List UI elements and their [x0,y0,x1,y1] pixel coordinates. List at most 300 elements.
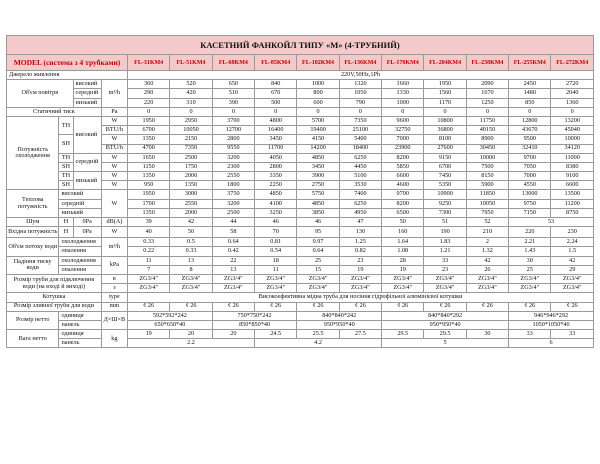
value-cell: 2.2 [128,339,255,348]
value-cell: 27600 [424,144,466,153]
value-cell: 3450 [255,135,297,144]
value-cell: 600 [297,98,339,107]
weight-label: Вага нетто [7,330,59,348]
value-cell: 23 [424,265,466,274]
value-cell: ZG3/4" [212,284,254,293]
value-cell: ZG3/4" [170,274,212,283]
value-cell: 1350 [128,208,170,217]
value-cell: 4850 [297,199,339,208]
value-cell: 1.5 [551,247,594,256]
value-cell: 6250 [339,153,381,162]
value-cell: 29.5 [382,330,424,339]
sheet-title: КАСЕТНИЙ ФАНКОЙЛ ТИПУ «M» (4-ТРУБНИЙ) [7,36,594,55]
value-cell: 6 [509,339,594,348]
table-row [7,116,594,125]
value-cell: 25.5 [297,330,339,339]
value-cell: 8150 [466,172,508,181]
value-cell: 11750 [466,116,508,125]
value-cell: ZG3/4" [424,274,466,283]
value-cell: ¢ 26 [509,302,551,311]
table-row [7,265,594,274]
model-name: FL-272KM4 [551,55,594,71]
cooling-unit: BTU/h [101,126,127,135]
value-cell: 1350 [128,135,170,144]
value-cell: 6500 [382,208,424,217]
value-cell: 0.81 [255,238,297,247]
value-cell: 2500 [212,208,254,217]
value-cell: 3250 [255,208,297,217]
table-row [7,55,594,71]
value-cell: 6600 [382,172,424,181]
value-cell: 11 [128,256,170,265]
value-cell: 1480 [509,89,551,98]
value-cell: 44 [212,218,254,227]
dimensions-label: Розмір нетто [7,311,59,329]
value-cell: 58 [212,227,254,238]
value-cell: 9600 [382,116,424,125]
value-cell: ZG3/4" [466,284,508,293]
table-row [7,153,594,162]
table-row [7,199,594,208]
static-pressure-label: Статичний тиск [7,107,102,116]
value-cell: 840 [255,80,297,89]
value-cell: 5700 [297,116,339,125]
value-cell: 10050 [466,199,508,208]
airflow-mode: високий [73,80,101,89]
coil-label: Котушка [7,293,102,302]
value-cell: 1660 [382,80,424,89]
value-cell: 10000 [551,135,594,144]
value-cell: 13000 [509,190,551,199]
table-row [7,302,594,311]
value-cell: 36800 [424,126,466,135]
cooling-unit: W [101,162,127,171]
value-cell: 592*592*242 [128,311,213,320]
value-cell: 42 [170,218,212,227]
table-row [7,227,594,238]
value-cell: ¢ 26 [128,302,170,311]
value-cell: 9550 [212,144,254,153]
cooling-mode: низький [73,172,101,190]
value-cell: 160 [382,227,424,238]
value-cell: 0 [339,107,381,116]
value-cell: 27.5 [339,330,381,339]
value-cell: 500 [255,98,297,107]
value-cell: 1560 [424,89,466,98]
value-cell: 4850 [297,153,339,162]
value-cell: 24.5 [255,330,297,339]
value-cell: 8 [170,265,212,274]
value-cell: 1.25 [339,238,381,247]
airflow-label: Об'єм повітря [7,80,74,108]
value-cell: ZG3/4" [339,274,381,283]
coil-value: Високоефективна мідна труба для носіння гідрофільної алюмінієвої котушки [128,293,594,302]
value-cell: 19400 [297,126,339,135]
value-cell: 45040 [551,126,594,135]
value-cell: 950 [128,181,170,190]
airflow-mode: низький [73,98,101,107]
value-cell: 2500 [170,153,212,162]
heating-unit: W [101,190,127,218]
value-cell: 800 [297,89,339,98]
value-cell: 11000 [551,153,594,162]
value-cell: 2720 [551,80,594,89]
weight-unit: kg [101,330,127,348]
static-pressure-unit: Pa [101,107,127,116]
cooling-type: TH [59,172,73,181]
value-cell: 1320 [339,80,381,89]
value-cell: 2250 [255,181,297,190]
coil-unit: type [101,293,127,302]
value-cell: 7450 [424,172,466,181]
value-cell: 4.2 [255,339,382,348]
value-cell: 1.32 [466,247,508,256]
table-row [7,238,594,247]
value-cell: 13500 [551,190,594,199]
value-cell: 18400 [339,144,381,153]
value-cell: 2 [466,238,508,247]
value-cell: 53 [509,218,594,227]
value-cell: 1050*1050*40 [509,320,594,329]
value-cell: 25 [509,265,551,274]
value-cell: ZG3/4" [509,274,551,283]
pressure-drop-unit: kPa [101,256,127,274]
table-row [7,107,594,116]
value-cell: 18 [255,256,297,265]
value-cell: ZG3/4" [509,284,551,293]
table-row [7,218,594,227]
value-cell: 1650 [128,153,170,162]
cooling-label: Потужність охолодження [7,116,59,190]
value-cell: 4450 [339,162,381,171]
value-cell: 520 [170,80,212,89]
value-cell: 1.21 [424,247,466,256]
model-name: FL-136KM4 [339,55,381,71]
value-cell: 50 [382,218,424,227]
table-row [7,320,594,329]
value-cell: ¢ 26 [170,302,212,311]
value-cell: 7350 [339,116,381,125]
model-name: FL-238KM4 [466,55,508,71]
value-cell: 29 [551,265,594,274]
value-cell: 0.82 [339,247,381,256]
value-cell: 6250 [339,199,381,208]
value-cell: ZG3/4" [128,284,170,293]
value-cell: 2.21 [509,238,551,247]
value-cell: 3200 [212,199,254,208]
table-row [7,256,594,265]
pressure-drop-mode: охолодження [59,256,101,265]
dimensions-part: панель [59,320,101,329]
value-cell: 14200 [297,144,339,153]
value-cell: 3350 [255,172,297,181]
value-cell: 0.5 [170,238,212,247]
value-cell: 5100 [339,172,381,181]
value-cell: 2800 [212,135,254,144]
value-cell: 0 [466,107,508,116]
cooling-unit: W [101,181,127,190]
water-flow-mode: охолодження [59,238,101,247]
value-cell: 0.64 [297,247,339,256]
cooling-unit: W [101,116,127,125]
dimensions-unit: Д×Ш×В [101,311,127,329]
table-row [7,172,594,181]
weight-part: панель [59,339,101,348]
airflow-unit: m³/h [101,80,127,108]
value-cell: 1950 [128,116,170,125]
value-cell: 0.54 [255,247,297,256]
cooling-type: TH [59,153,73,162]
value-cell: 10050 [170,126,212,135]
water-flow-unit: m³/h [101,238,127,256]
cooling-unit: BTU/h [101,144,127,153]
value-cell: 4800 [255,116,297,125]
value-cell: 1.08 [382,247,424,256]
value-cell: 360 [128,80,170,89]
model-name: FL-170KM4 [382,55,424,71]
value-cell: 9150 [424,153,466,162]
value-cell: 1350 [170,181,212,190]
value-cell: 32410 [509,144,551,153]
table-row [7,190,594,199]
drain-pipe-label: Розмір зливної труби для води [7,302,102,311]
value-cell: 1.43 [509,247,551,256]
value-cell: 0.64 [212,238,254,247]
value-cell: 7 [128,265,170,274]
value-cell: 7950 [466,208,508,217]
value-cell: 7000 [509,172,551,181]
heating-mode: високий [59,190,101,199]
value-cell: 19 [382,265,424,274]
value-cell: 2040 [551,89,594,98]
value-cell: 12800 [509,116,551,125]
value-cell: ¢ 26 [339,302,381,311]
value-cell: 20 [212,330,254,339]
value-cell: 650*650*40 [128,320,213,329]
model-name: FL-85KM4 [255,55,297,71]
cooling-unit: W [101,153,127,162]
airflow-mode: середній [73,89,101,98]
value-cell: 46 [297,218,339,227]
value-cell: 4550 [509,181,551,190]
value-cell: 6700 [128,126,170,135]
value-cell: 9700 [382,190,424,199]
table-row [7,36,594,55]
value-cell: 510 [212,89,254,98]
value-cell: 0 [382,107,424,116]
value-cell: 8380 [551,162,594,171]
heating-mode: низький [59,208,101,217]
value-cell: ¢ 26 [212,302,254,311]
value-cell: 11200 [551,199,594,208]
cooling-type: TH [59,116,73,134]
value-cell: ¢ 26 [551,302,594,311]
input-power-label: Вхідна потужність [7,227,59,238]
value-cell: 190 [424,227,466,238]
value-cell: 7500 [466,162,508,171]
value-cell: 850*850*40 [212,320,297,329]
value-cell: 0 [170,107,212,116]
value-cell: 5750 [297,190,339,199]
value-cell: ¢ 26 [424,302,466,311]
value-cell: 33 [424,256,466,265]
value-cell: 11700 [255,144,297,153]
value-cell: 1170 [424,98,466,107]
value-cell: 1000 [297,80,339,89]
value-cell: 3750 [212,190,254,199]
value-cell: 5850 [382,162,424,171]
pipe-size-label: Розмір труби для підключення води (на вході й виході) [7,274,102,292]
model-name: FL-255KM4 [509,55,551,71]
power-supply-label: Джерело живлення [7,71,128,80]
value-cell: 2550 [170,199,212,208]
cooling-unit: W [101,172,127,181]
value-cell: 29.5 [424,330,466,339]
value-cell: 1050 [339,89,381,98]
value-cell: 1950 [424,80,466,89]
value-cell: 0.33 [170,247,212,256]
value-cell: 42 [551,256,594,265]
value-cell: 1250 [466,98,508,107]
pressure-drop-label: Падіння тиску води [7,256,59,274]
value-cell: ZG3/4" [255,274,297,283]
value-cell: 840*840*292 [382,311,509,320]
cooling-mode: високий [73,116,101,153]
table-row [7,311,594,320]
table-row [7,293,594,302]
value-cell: 1750 [170,162,212,171]
cooling-unit: W [101,135,127,144]
table-row [7,274,594,283]
value-cell: ZG3/4" [339,284,381,293]
value-cell: 2800 [255,162,297,171]
value-cell: 40 [128,227,170,238]
model-name: FL-68KM4 [212,55,254,71]
value-cell: 6700 [424,162,466,171]
table-row [7,339,594,348]
value-cell: 13200 [551,116,594,125]
value-cell: 390 [212,98,254,107]
value-cell: 3530 [339,181,381,190]
value-cell: 1670 [466,89,508,98]
water-flow-label: Об'єм потоку води [7,238,59,256]
heating-mode: середній [59,199,101,208]
input-power-unit: W [101,227,127,238]
value-cell: 420 [170,89,212,98]
value-cell: 19 [128,330,170,339]
value-cell: 2300 [212,162,254,171]
value-cell: 1330 [382,89,424,98]
value-cell: 12700 [212,126,254,135]
weight-part: одиниця [59,330,101,339]
cooling-type: SH [59,181,73,190]
value-cell: 310 [170,98,212,107]
power-supply-value: 220V,50Hz,1Ph [128,71,594,80]
value-cell: 230 [551,227,594,238]
value-cell: 30 [466,330,508,339]
value-cell: 4050 [255,153,297,162]
noise-unit: dB(A) [101,218,127,227]
value-cell: 11850 [466,190,508,199]
value-cell: 8200 [382,153,424,162]
value-cell: ZG3/4" [466,274,508,283]
value-cell: 95 [297,227,339,238]
value-cell: 22 [212,256,254,265]
value-cell: 3850 [297,208,339,217]
value-cell: 0 [212,107,254,116]
cooling-type: SH [59,162,73,171]
value-cell: 52 [466,218,508,227]
value-cell: 8100 [424,135,466,144]
value-cell: ¢ 26 [297,302,339,311]
value-cell: 5350 [424,181,466,190]
value-cell: 7300 [424,208,466,217]
value-cell: 34120 [551,144,594,153]
value-cell: ¢ 26 [382,302,424,311]
value-cell: 5900 [466,181,508,190]
value-cell: 0 [424,107,466,116]
value-cell: 4150 [297,135,339,144]
value-cell: 750*750*242 [212,311,297,320]
value-cell: 10800 [424,116,466,125]
value-cell: 13 [170,256,212,265]
value-cell: 8200 [382,199,424,208]
value-cell: 16400 [255,126,297,135]
value-cell: 950*950*40 [297,320,382,329]
model-name: FL-51KM4 [170,55,212,71]
pipe-size-unit: в [101,274,127,283]
value-cell: ¢ 26 [466,302,508,311]
value-cell: 0 [509,107,551,116]
value-cell: 40150 [466,126,508,135]
value-cell: 70 [255,227,297,238]
value-cell: 220 [509,227,551,238]
value-cell: 9250 [424,199,466,208]
value-cell: 4600 [382,181,424,190]
model-name: FL-102KM4 [297,55,339,71]
value-cell: 39 [128,218,170,227]
value-cell: 3900 [297,172,339,181]
value-cell: 2.24 [551,238,594,247]
value-cell: 23900 [382,144,424,153]
value-cell: 6600 [551,181,594,190]
value-cell: 9700 [509,153,551,162]
value-cell: 47 [339,218,381,227]
value-cell: 1.83 [424,238,466,247]
value-cell: 290 [128,89,170,98]
value-cell: ZG3/4" [551,274,594,283]
value-cell: 0.33 [128,238,170,247]
value-cell: 1000 [382,98,424,107]
value-cell: 4100 [255,199,297,208]
drain-pipe-unit: mm [101,302,127,311]
table-row [7,71,594,80]
value-cell: 5 [382,339,509,348]
value-cell: ZG3/4" [424,284,466,293]
value-cell: 2000 [170,172,212,181]
input-power-cond: 0Pa [73,227,101,238]
value-cell: ZG3/4" [297,284,339,293]
value-cell: 15 [297,265,339,274]
value-cell: 33 [551,330,594,339]
value-cell: ZG3/4" [212,274,254,283]
value-cell: 0.22 [128,247,170,256]
value-cell: 30 [509,256,551,265]
value-cell: 7350 [170,144,212,153]
value-cell: 2450 [509,80,551,89]
value-cell: 32750 [382,126,424,135]
value-cell: 11 [255,265,297,274]
